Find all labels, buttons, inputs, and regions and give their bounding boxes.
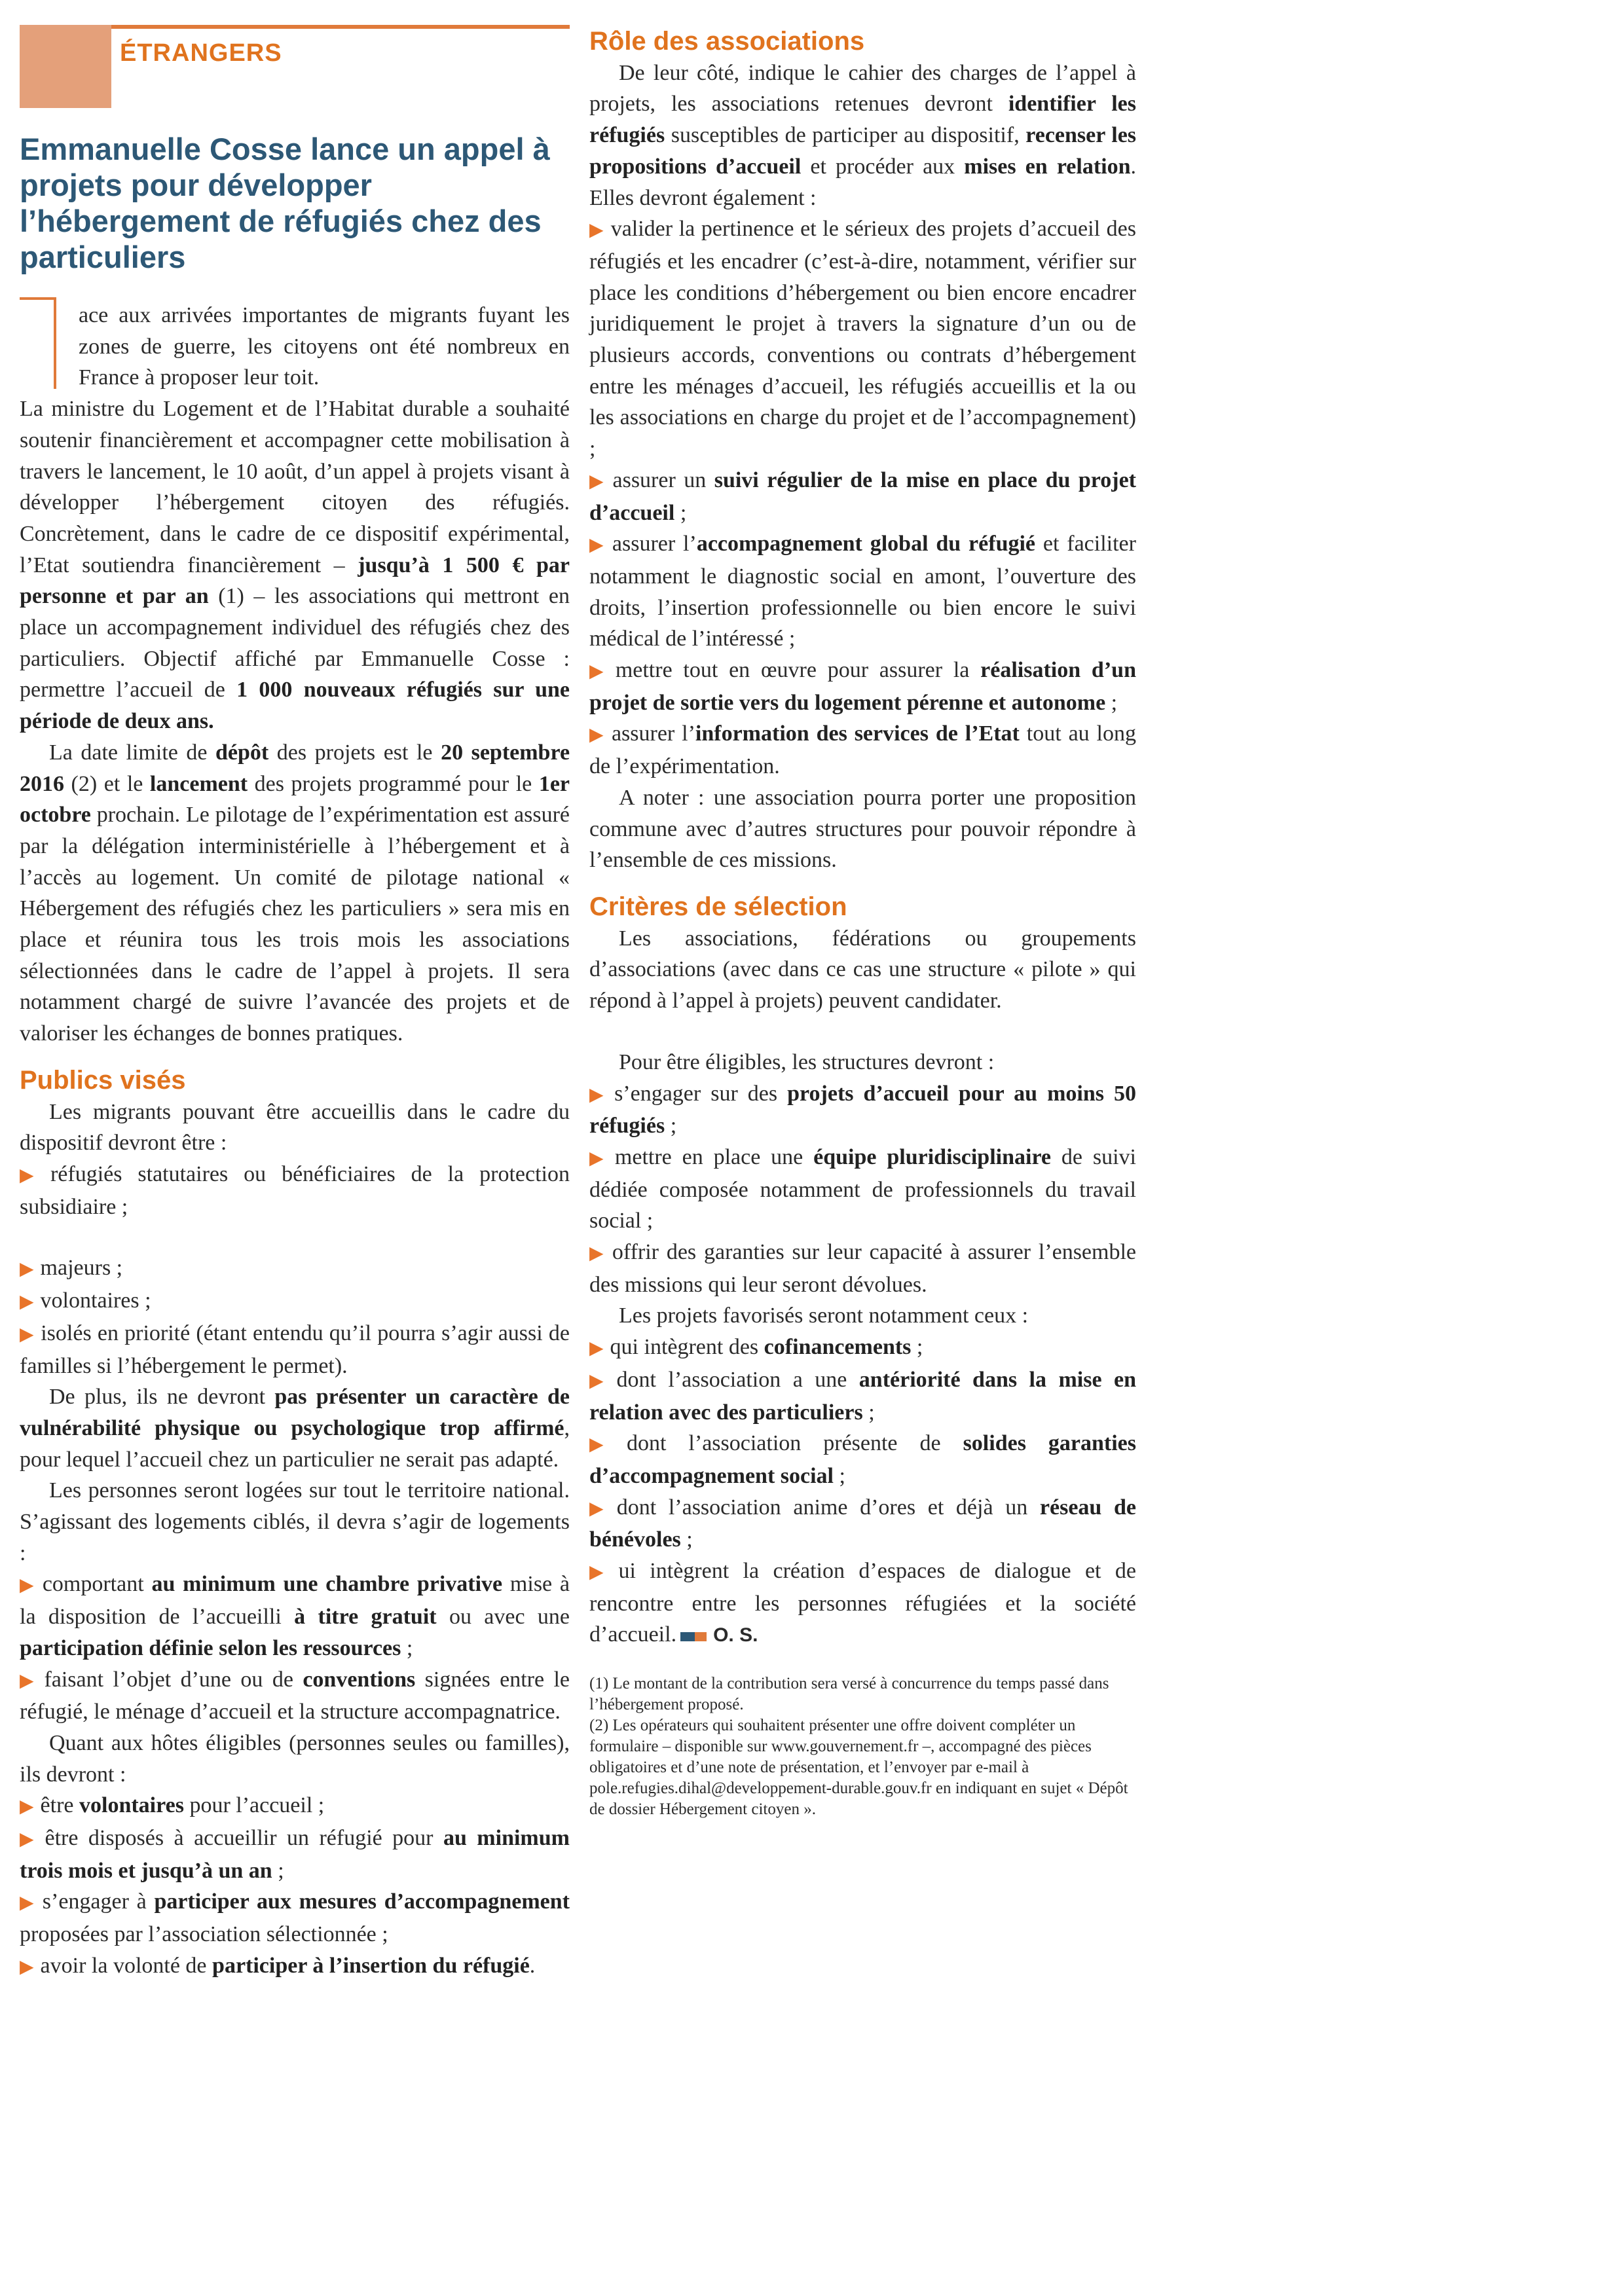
bullet-triangle-icon: ▶ xyxy=(20,1670,38,1691)
bullet-triangle-icon: ▶ xyxy=(589,725,605,746)
role-paragraph: De leur côté, indique le cahier des charges de l’appel à projets, les associations retenues devront identifier les réfugiés susceptibles de participer au dispositif, recenser les propositions d’accueil et procéder aux mises en relation. Elles devront également : xyxy=(589,60,1137,210)
publics-item: ▶ réfugiés statutaires ou bénéficiaires de la protection subsidiaire ; xyxy=(20,1161,570,1219)
bullet-triangle-icon: ▶ xyxy=(20,1829,39,1850)
favored-item: ▶ dont l’association anime d’ores et déjà un réseau de bénévoles ; xyxy=(589,1495,1137,1552)
hote-item: ▶ être volontaires pour l’accueil ; xyxy=(20,1793,325,1818)
bullet-triangle-icon: ▶ xyxy=(589,1148,608,1169)
publics-item: ▶ volontaires ; xyxy=(20,1288,151,1313)
bullet-triangle-icon: ▶ xyxy=(20,1292,34,1313)
favored-item: ▶ dont l’association présente de solides garanties d’accompagnement social ; xyxy=(589,1431,1136,1488)
section-color-block xyxy=(20,25,111,108)
role-item: ▶ assurer l’accompagnement global du réfugié et faciliter notamment le diagnostic social en amont, l’ouverture des droits, l’insertion professionnelle ou bien encore le suivi médical de l’intéressé ; xyxy=(589,532,1136,651)
favored-item: ▶ qui intègrent des cofinancements ; xyxy=(589,1335,923,1360)
heading-criteres: Critères de sélection xyxy=(589,892,847,921)
role-item: ▶ valider la pertinence et le sérieux des projets d’accueil des réfugiés et les encadrer (c’est-à-dire, notamment, vérifier sur place les conditions d’hébergement ou bien encore encadrer juridiquement le projet à travers la signature d’un ou de plusieurs accords, conventions ou contrats d’hébergement entre les ménages d’accueil, les réfugiés accueillis et la ou les associations en charge du projet et de l’accompagnement) ; xyxy=(589,217,1136,462)
intro-first-lines: ace aux arrivées importantes de migrants fuyant les zones de guerre, les citoyens ont été nombreux en France à proposer leur toit. xyxy=(79,303,570,390)
bullet-triangle-icon: ▶ xyxy=(20,1796,34,1817)
role-note: A noter : une association pourra porter une proposition commune avec d’autres structures pour pouvoir répondre à l’ensemble de ces missions. xyxy=(589,785,1136,873)
bullet-triangle-icon: ▶ xyxy=(589,535,606,556)
bullet-triangle-icon: ▶ xyxy=(20,1575,36,1596)
author-signature: O. S. xyxy=(713,1624,758,1647)
bullet-triangle-icon: ▶ xyxy=(20,1324,35,1345)
bullet-triangle-icon: ▶ xyxy=(20,1956,34,1977)
bullet-triangle-icon: ▶ xyxy=(20,1165,44,1186)
role-item: ▶ assurer l’information des services de l’Etat tout au long de l’expérimentation. xyxy=(589,721,1137,779)
bullet-triangle-icon: ▶ xyxy=(589,220,604,241)
role-item: ▶ mettre tout en œuvre pour assurer la réalisation d’un projet de sortie vers du logement pérenne et autonome ; xyxy=(589,658,1136,715)
favored-item: ▶ ui intègrent la création d’espaces de dialogue et de rencontre entre les personnes réfugiées et la société d’accueil. O. S. xyxy=(589,1559,1136,1647)
bullet-triangle-icon: ▶ xyxy=(589,1434,621,1455)
bullet-triangle-icon: ▶ xyxy=(589,1498,610,1519)
favored-intro: Les projets favorisés seront notamment ceux : xyxy=(619,1303,1029,1328)
favored-item: ▶ dont l’association a une antériorité dans la mise en relation avec des particuliers ; xyxy=(589,1367,1136,1425)
criteria-item: ▶ offrir des garanties sur leur capacité à assurer l’ensemble des missions qui leur seront dévolues. xyxy=(589,1240,1136,1297)
signature-bar-icon xyxy=(680,1632,707,1641)
bullet-triangle-icon: ▶ xyxy=(589,1243,606,1264)
logement-item: ▶ faisant l’objet d’une ou de conventions signées entre le réfugié, le ménage d’accueil et la structure accompagnatrice. xyxy=(20,1667,570,1724)
footnote: (2) Les opérateurs qui souhaitent présenter une offre doivent compléter un formulaire – disponible sur www.gouvernement.fr –, accompagné des pièces obligatoires et d’une note de présentation, et l’envoyer par e-mail à pole.refugies.dihal@developpement-durable.gouv.fr en indiquant en sujet « Dépôt de dossier Hébergement citoyen ». xyxy=(589,1717,1128,1819)
heading-publics: Publics visés xyxy=(20,1065,186,1095)
criteres-intro: Les associations, fédérations ou groupements d’associations (avec dans ce cas une structure « pilote » qui répond à l’appel à projets) peuvent candidater. xyxy=(589,926,1136,1013)
left-column xyxy=(20,300,570,1983)
publics-item: ▶ majeurs ; xyxy=(20,1256,123,1281)
hotes-paragraph: Quant aux hôtes éligibles (personnes seules ou familles), ils devront : xyxy=(20,1730,570,1787)
criteria-item: ▶ mettre en place une équipe pluridisciplinaire de suivi dédiée composée notamment de professionnels du travail social ; xyxy=(589,1144,1136,1233)
vulnerability-paragraph: De plus, ils ne devront pas présenter un caractère de vulnérabilité physique ou psychologique trop affirmé, pour lequel l’accueil chez un particulier ne serait pas adapté. xyxy=(20,1385,570,1472)
bullet-triangle-icon: ▶ xyxy=(20,1893,36,1914)
right-column xyxy=(589,26,1136,1820)
bullet-triangle-icon: ▶ xyxy=(589,1370,610,1391)
intro-paragraph: La ministre du Logement et de l’Habitat durable a souhaité soutenir financièrement et accompagner cette mobilisation à travers le lancement, le 10 août, d’un appel à projets visant à développer l’hébergement citoyen des réfugiés. Concrètement, dans le cadre de ce dispositif expérimental, l’Etat soutiendra financièrement – jusqu’à 1 500 € par personne et par an (1) – les associations qui mettront en place un accompagnement individuel des réfugiés chez des particuliers. Objectif affiché par Emmanuelle Cosse : permettre l’accueil de 1 000 nouveaux réfugiés sur une période de deux ans. xyxy=(20,397,570,734)
bullet-triangle-icon: ▶ xyxy=(589,1338,604,1359)
article-headline: Emmanuelle Cosse lance un appel à projets pour développer l’hébergement de réfugiés chez des particuliers xyxy=(20,132,550,274)
hote-item: ▶ avoir la volonté de participer à l’insertion du réfugié. xyxy=(20,1953,536,1978)
dates-paragraph: La date limite de dépôt des projets est le 20 septembre 2016 (2) et le lancement des projets programmé pour le 1er octobre prochain. Le pilotage de l’expérimentation est assuré par la délégation interministérielle à l’hébergement et à l’accès au logement. Un comité de pilotage national « Hébergement des réfugiés chez les particuliers » sera mis en place et réunira tous les trois mois les associations sélectionnées dans le cadre de l’appel à projets. Il sera notamment chargé de suivre l’avancée des projets et de valoriser les échanges de bonnes pratiques. xyxy=(20,740,570,1046)
publics-item: ▶ isolés en priorité (étant entendu qu’il pourra s’agir aussi de familles si l’hébergement le permet). xyxy=(20,1321,570,1378)
hote-item: ▶ s’engager à participer aux mesures d’accompagnement proposées par l’association sélectionnée ; xyxy=(20,1889,570,1947)
heading-role: Rôle des associations xyxy=(589,27,865,56)
bullet-triangle-icon: ▶ xyxy=(589,1562,612,1583)
bullet-triangle-icon: ▶ xyxy=(589,1084,608,1105)
section-label: ÉTRANGERS xyxy=(120,39,282,67)
footnotes xyxy=(589,1673,1136,1820)
footnote: (1) Le montant de la contribution sera versé à concurrence du temps passé dans l’hébergement proposé. xyxy=(589,1675,1109,1714)
bullet-triangle-icon: ▶ xyxy=(589,471,606,492)
bullet-triangle-icon: ▶ xyxy=(20,1259,34,1280)
hote-item: ▶ être disposés à accueillir un réfugié pour au minimum trois mois et jusqu’à un an ; xyxy=(20,1826,570,1883)
logement-item: ▶ comportant au minimum une chambre privative mise à la disposition de l’accueilli à titre gratuit ou avec une participation définie selon les ressources ; xyxy=(20,1572,570,1660)
logements-paragraph: Les personnes seront logées sur tout le territoire national. S’agissant des logements ciblés, il devra s’agir de logements : xyxy=(20,1478,570,1565)
bullet-triangle-icon: ▶ xyxy=(589,661,609,682)
eligibility-intro: Pour être éligibles, les structures devront : xyxy=(619,1049,995,1074)
role-item: ▶ assurer un suivi régulier de la mise en place du projet d’accueil ; xyxy=(589,467,1136,525)
criteria-item: ▶ s’engager sur des projets d’accueil pour au moins 50 réfugiés ; xyxy=(589,1081,1136,1139)
publics-intro: Les migrants pouvant être accueillis dans le cadre du dispositif devront être : xyxy=(20,1099,570,1156)
